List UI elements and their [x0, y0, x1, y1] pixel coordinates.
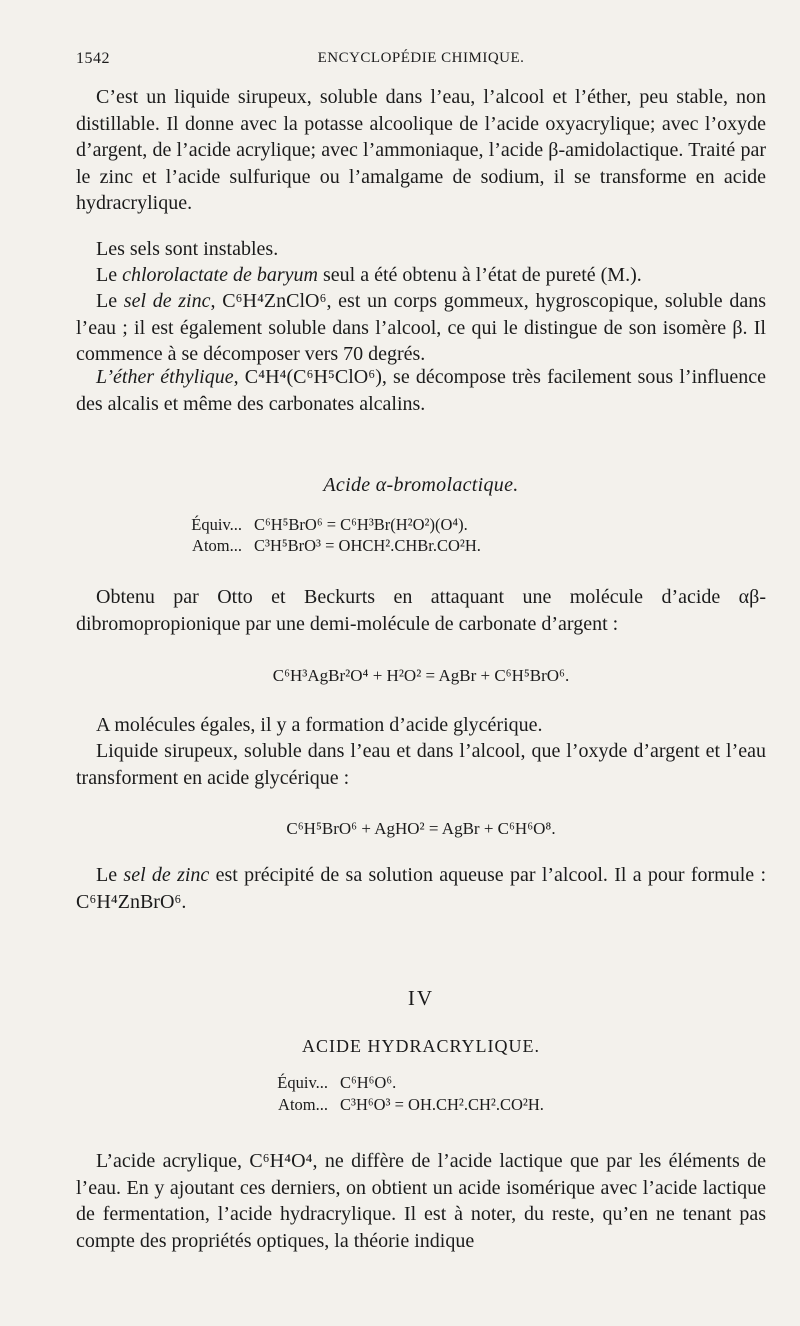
emphasis-term: sel de zinc [123, 290, 211, 312]
equiv-label: Équiv... [277, 1073, 328, 1092]
equation-1: C⁶H³AgBr²O⁴ + H²O² = AgBr + C⁶H⁵BrO⁶. [272, 666, 570, 685]
emphasis-term: L’éther éthylique [96, 366, 234, 388]
text-run: seul a été obtenu à l’état de pureté (M.). [317, 264, 642, 286]
paragraph-acrylic-acid: L’acide acrylique, C⁶H⁴O⁴, ne diffère de l’acide lactique que par les éléments de l’eau. En y ajoutant ces derniers, on obtient un acide isomérique avec l’acide lactique de fermentation, l’acide hydracrylique. Il est à noter, du reste, qu’en ne tenant pas compte des propriétés optiques, la théorie indique [76, 1150, 766, 1252]
atomic-formula-row [236, 1094, 544, 1115]
page-header [76, 50, 766, 72]
section-number: IV [407, 986, 435, 1010]
paragraph-barium-salt [76, 262, 766, 289]
paragraph-zinc-bromolactate [76, 862, 766, 915]
equivalent-formula-row [150, 514, 468, 535]
paragraph-ethyl-ether [76, 364, 766, 417]
text-run: Le [96, 264, 123, 286]
text-run: , [233, 366, 245, 388]
chemical-formula: C⁶H⁴ZnClO⁶ [222, 290, 327, 312]
emphasis-term: chlorolactate de baryum [122, 264, 318, 286]
text-run: Le [96, 864, 124, 886]
chemical-formula: C⁴H⁴(C⁶H⁵ClO⁶) [244, 366, 382, 388]
paragraph-zinc-salt [76, 288, 766, 368]
equiv-value: C⁶H⁶O⁶. [340, 1073, 397, 1092]
paragraph-properties: C’est un liquide sirupeux, soluble dans l’eau, l’alcool et l’éther, peu stable, non distillable. Il donne avec la potasse alcoolique de l’acide oxyacrylique; avec l’oxyde d’argent, de l’acide acrylique; avec l’ammoniaque, l’acide β-amidolactique. Traité par le zinc et l’acide sulfurique ou l’amalgame de sodium, il se transforme en acide hydracrylique. [76, 86, 766, 214]
text-run: , [210, 290, 223, 312]
atom-label: Atom... [192, 536, 242, 555]
section-title-hydracrylic: ACIDE HYDRACRYLIQUE. [302, 1036, 540, 1056]
atom-label: Atom... [278, 1095, 328, 1114]
text-run: Le [96, 290, 124, 312]
section-title-bromolactic: Acide α-bromolactique. [323, 474, 519, 496]
page-number: 1542 [76, 50, 110, 67]
atomic-formula-row [150, 535, 481, 556]
equation-2: C⁶H⁵BrO⁶ + AgHO² = AgBr + C⁶H⁶O⁸. [286, 819, 556, 838]
text-run: est précipité de sa solution aqueuse par l’alcool. Il a pour formule : C⁶H⁴ZnBrO⁶. [76, 864, 767, 913]
text-run: , est un corps gommeux, hygroscopique, soluble dans l’eau ; il est également soluble dans l’alcool, ce qui le distingue de son isomère β. Il commence à se décomposer vers 70 degrés. [76, 290, 767, 365]
text-run: , se décompose très facilement sous l’influence des alcalis et même des carbonates alcalins. [76, 366, 766, 415]
atom-value: C³H⁶O³ = OH.CH².CH².CO²H. [340, 1095, 544, 1114]
paragraph-preparation: Obtenu par Otto et Beckurts en attaquant une molécule d’acide αβ-dibromopropionique par une demi-molécule de carbonate d’argent : [76, 586, 766, 635]
paragraph-syrupy-liquid: Liquide sirupeux, soluble dans l’eau et dans l’alcool, que l’oxyde d’argent et l’eau transforment en acide glycérique : [76, 740, 766, 789]
equiv-value: C⁶H⁵BrO⁶ = C⁶H³Br(H²O²)(O⁴). [254, 515, 468, 534]
paragraph-salts: Les sels sont instables. [96, 238, 279, 260]
running-title: ENCYCLOPÉDIE CHIMIQUE. [317, 50, 525, 66]
equiv-label: Équiv... [191, 515, 242, 534]
paragraph-glyceric: A molécules égales, il y a formation d’acide glycérique. [96, 714, 543, 736]
atom-value: C³H⁵BrO³ = OHCH².CHBr.CO²H. [254, 536, 481, 555]
emphasis-term: sel de zinc [123, 864, 210, 886]
equivalent-formula-row [236, 1072, 396, 1093]
